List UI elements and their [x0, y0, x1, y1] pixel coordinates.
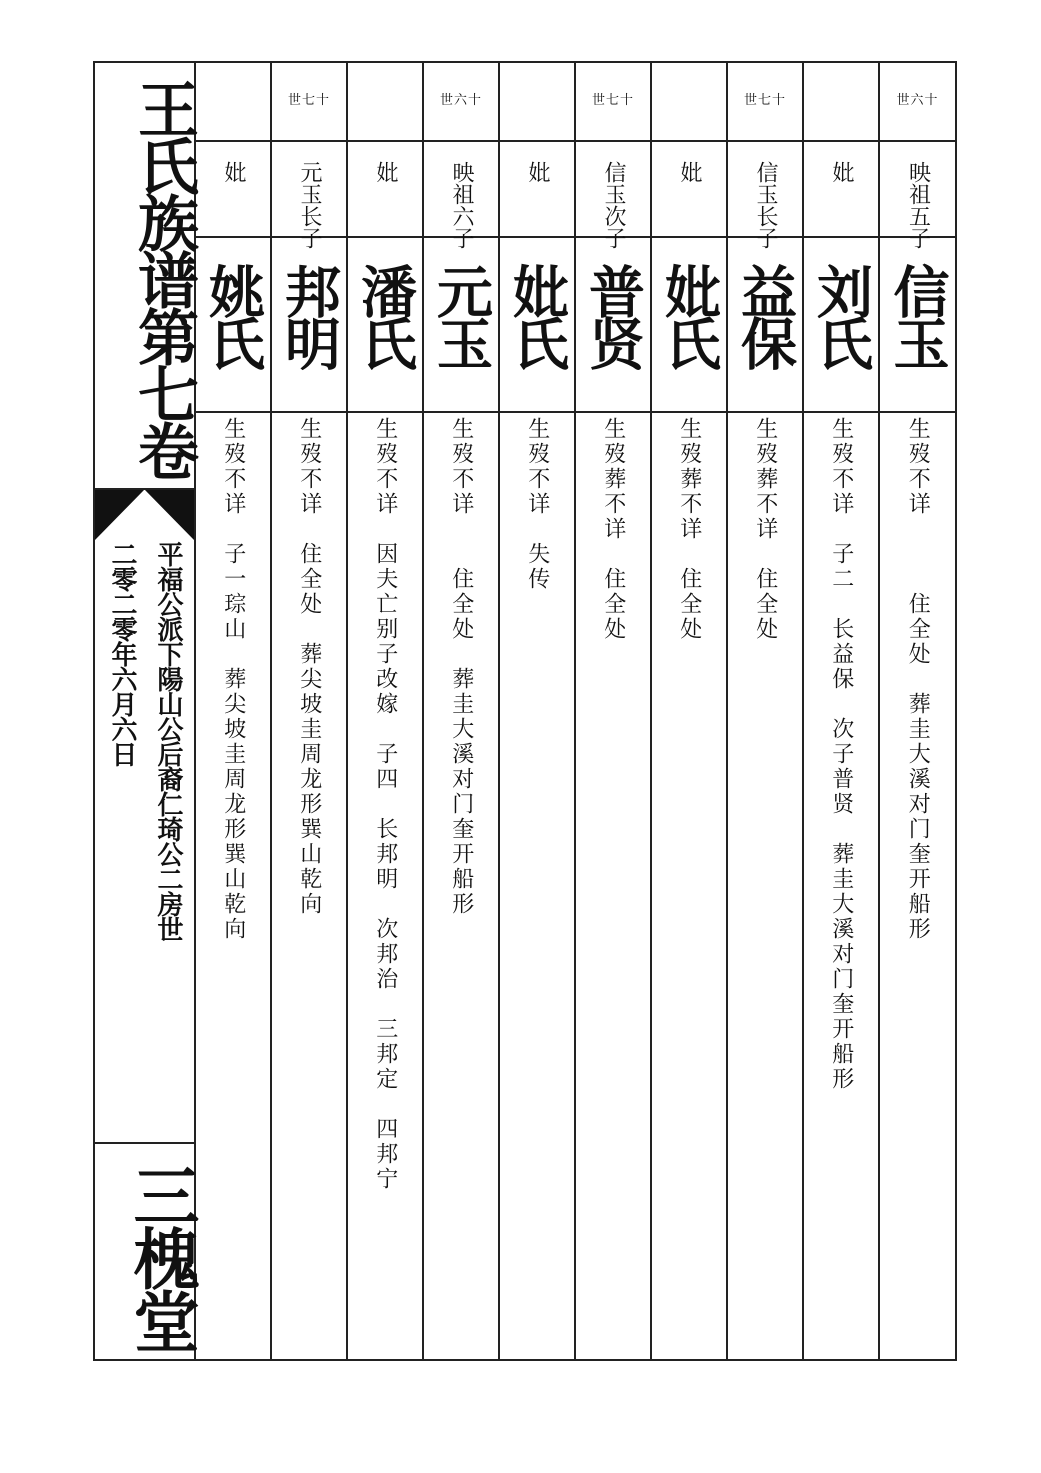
relation-label: 妣: [829, 161, 854, 183]
relation-label: 妣: [525, 161, 550, 183]
genealogy-page: [93, 61, 957, 1361]
entry-column: [424, 63, 500, 1359]
person-name: 邦明: [276, 263, 342, 367]
compilation-date: 二零二零年六月六日: [107, 541, 137, 766]
generation-label: 世六十: [896, 93, 939, 108]
hall-name: 三槐堂: [122, 1162, 200, 1351]
relation-label: 映祖六子: [449, 161, 474, 249]
life-record: 生歿葬不详 住全处: [676, 417, 702, 642]
person-name: 元玉: [428, 263, 494, 367]
relation-label: 映祖五子: [905, 161, 931, 249]
relation-label: 妣: [221, 161, 246, 183]
generation-label: 世七十: [743, 93, 786, 108]
side-panel: [95, 63, 200, 1359]
relation-label: 信玉次子: [601, 161, 626, 249]
person-name: 刘氏: [808, 263, 874, 367]
entry-column: [880, 63, 955, 1359]
entry-column: [652, 63, 728, 1359]
generation-label: 世七十: [591, 93, 634, 108]
relation-label: 妣: [677, 161, 702, 183]
entry-column: [196, 63, 272, 1359]
life-record: 生歿葬不详 住全处: [600, 417, 626, 642]
entry-column: [576, 63, 652, 1359]
lineage-subtitle: 平福公派下陽山公后裔仁琦公二房世: [153, 541, 183, 941]
generation-label: 世七十: [287, 93, 330, 108]
person-name: 妣氏: [656, 263, 722, 367]
book-title: 王氏族谱第七卷: [128, 78, 199, 477]
generation-label: 世六十: [439, 93, 482, 108]
entry-column: [804, 63, 880, 1359]
life-record: 生歿不详 失传: [524, 417, 550, 592]
relation-label: 信玉长子: [753, 161, 778, 249]
person-name: 信玉: [884, 263, 951, 367]
person-name: 普贤: [580, 263, 646, 367]
person-name: 潘氏: [352, 263, 418, 367]
entry-column: [728, 63, 804, 1359]
life-record: 生歿不详 住全处 葬圭大溪对门奎开船形: [448, 417, 474, 917]
fishtail-mark-icon: [95, 490, 194, 545]
life-record: 生歿不详 子一琮山 葬尖坡圭周龙形巽山乾向: [220, 417, 246, 942]
relation-label: 妣: [373, 161, 398, 183]
person-name: 姚氏: [200, 263, 266, 367]
life-record: 生歿葬不详 住全处: [752, 417, 778, 642]
entry-column: [348, 63, 424, 1359]
life-record: 生歿不详 子二 长益保 次子普贤 葬圭大溪对门奎开船形: [828, 417, 854, 1092]
entries-grid: [196, 63, 955, 1359]
person-name: 妣氏: [504, 263, 570, 367]
person-name: 益保: [732, 263, 798, 367]
entry-column: [500, 63, 576, 1359]
life-record: 生歿不详 因夫亡别子改嫁 子四 长邦明 次邦治 三邦定 四邦宁: [372, 417, 398, 1192]
life-record: 生歿不详 住全处 葬尖坡圭周龙形巽山乾向: [296, 417, 322, 917]
relation-label: 元玉长子: [297, 161, 322, 249]
life-record: 生歿不详 住全处 葬圭大溪对门奎开船形: [905, 417, 931, 942]
entry-column: [272, 63, 348, 1359]
